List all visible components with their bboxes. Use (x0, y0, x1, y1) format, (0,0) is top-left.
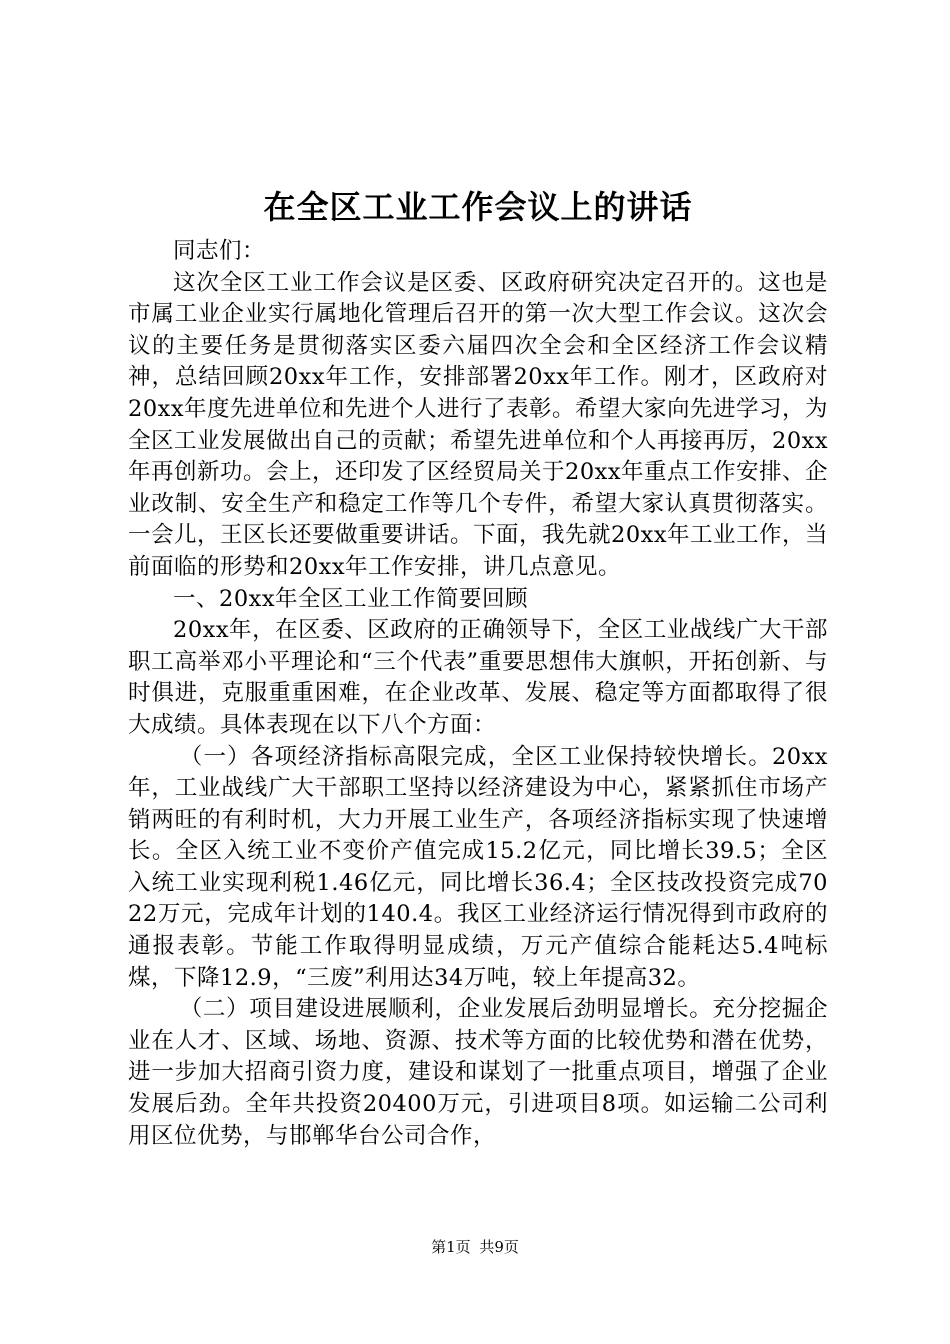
paragraph: 这次全区工业工作会议是区委、区政府研究决定召开的。这也是市属工业企业实行属地化管理后召开的第一次大型工作会议。这次会议的主要任务是贯彻落实区委六届四次全会和全区经济工作会议精神，总结回顾20xx年工作，安排部署20xx年工作。刚才，区政府对20xx年度先进单位和先进个人进行了表彰。希望大家向先进学习，为全区工业发展做出自己的贡献；希望先进单位和个人再接再厉，20xx年再创新功。会上，还印发了区经贸局关于20xx年重点工作安排、企业改制、安全生产和稳定工作等几个专件，希望大家认真贯彻落实。一会儿，王区长还要做重要讲话。下面，我先就20xx年工业工作，当前面临的形势和20xx年工作安排，讲几点意见。 (128, 269, 829, 580)
document-title: 在全区工业工作会议上的讲话 (263, 188, 693, 226)
paragraph: 20xx年，在区委、区政府的正确领导下，全区工业战线广大干部职工高举邓小平理论和“三个代表”重要思想伟大旗帜，开拓创新、与时俱进，克服重重困难，在企业改革、发展、稳定等方面都取得了很大成绩。具体表现在以下八个方面： (128, 617, 828, 738)
paragraph: 同志们： (173, 238, 266, 264)
page-footer (0, 1236, 950, 1257)
paragraph: （二）项目建设进展顺利，企业发展后劲明显增长。充分挖掘企业在人才、区域、场地、资源、技术等方面的比较优势和潜在优势，进一步加大招商引资力度，建设和谋划了一批重点项目，增强了企业发展后劲。全年共投资20400万元，引进项目8项。如运输二公司利用区位优势，与邯郸华台公司合作， (128, 996, 828, 1149)
paragraph: （一）各项经济指标高限完成，全区工业保持较快增长。20xx年，工业战线广大干部职工坚持以经济建设为中心，紧紧抓住市场产销两旺的有利时机，大力开展工业生产，各项经济指标实现了快速增长。全区入统工业不变价产值完成15.2亿元，同比增长39.5；全区入统工业实现利税1.46亿元，同比增长36.4；全区技改投资完成7022万元，完成年计划的140.4。我区工业经济运行情况得到市政府的通报表彰。节能工作取得明显成绩，万元产值综合能耗达5.4吨标煤，下降12.9，“三废”利用达34万吨，较上年提高32。 (128, 743, 828, 991)
page-total: 共9页 (479, 1238, 519, 1256)
page-number: 第1页 (431, 1238, 471, 1256)
section-heading: 一、20xx年全区工业工作简要回顾 (173, 585, 529, 612)
document-body (128, 236, 828, 1152)
document-page (128, 178, 828, 1152)
